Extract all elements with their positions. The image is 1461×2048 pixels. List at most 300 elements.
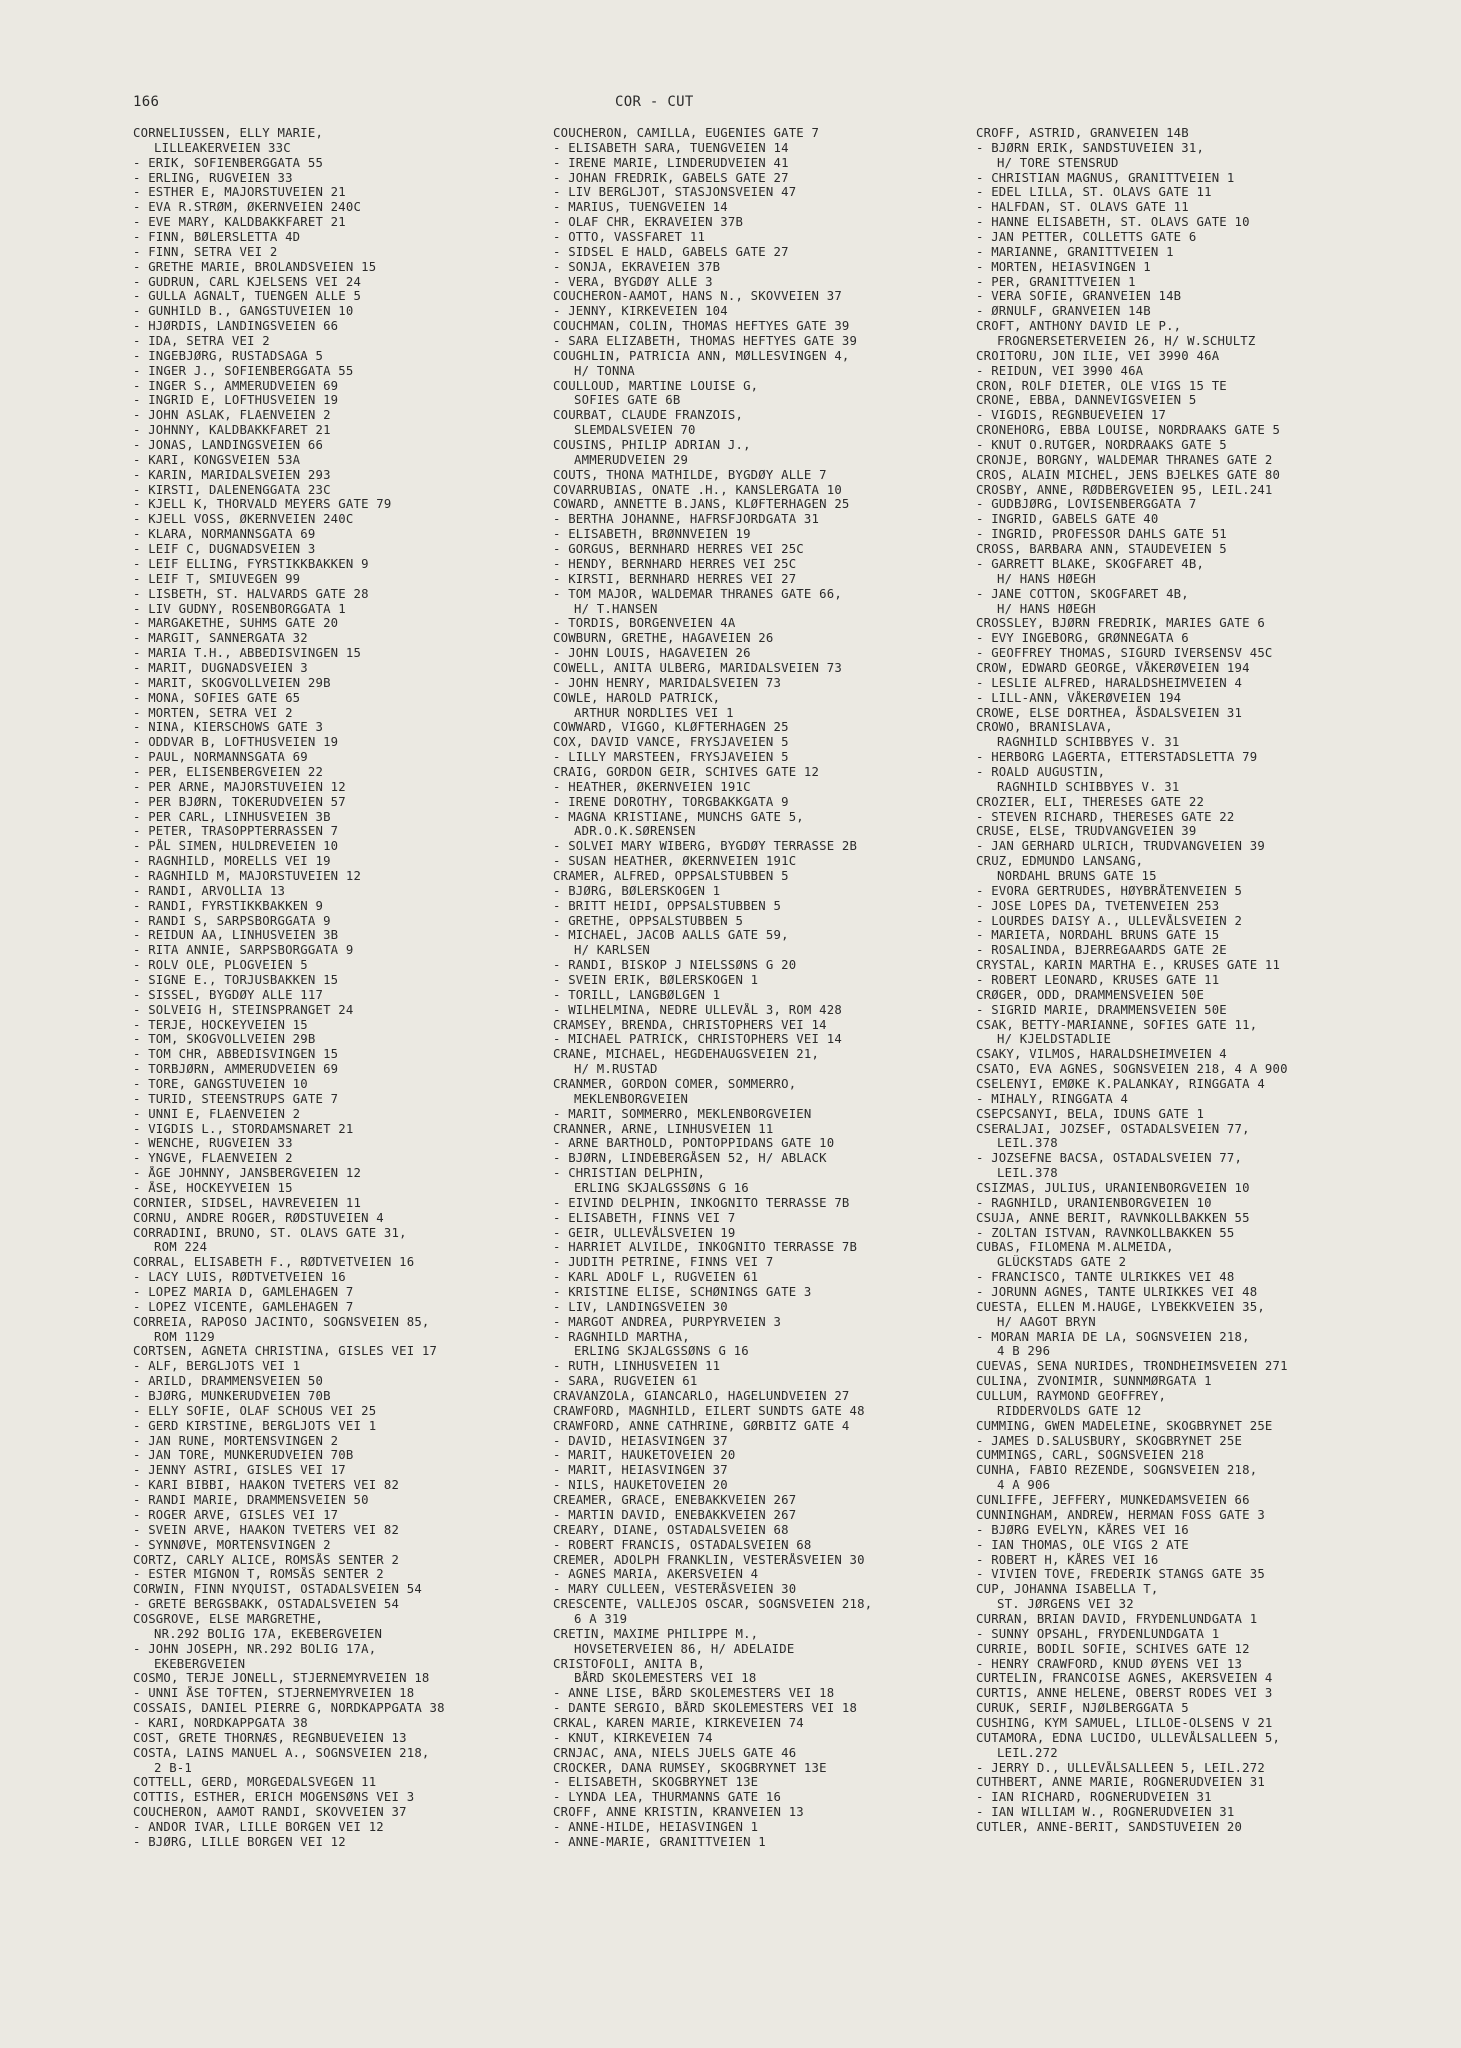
directory-entry-line: - BERTHA JOHANNE, HAFRSFJORDGATA 31 bbox=[553, 512, 820, 527]
directory-entry-line: - BRITT HEIDI, OPPSALSTUBBEN 5 bbox=[553, 898, 782, 913]
directory-entry-line: - KARL ADOLF L, RUGVEIEN 61 bbox=[553, 1270, 759, 1285]
directory-entry-line: - ROBERT H, KÅRES VEI 16 bbox=[976, 1552, 1159, 1567]
directory-entry-line: - MIHALY, RINGGATA 4 bbox=[976, 1091, 1129, 1106]
directory-entry-line: - PER ARNE, MAJORSTUVEIEN 12 bbox=[133, 779, 346, 794]
directory-entry-line: CROSSLEY, BJØRN FREDRIK, MARIES GATE 6 bbox=[976, 616, 1265, 631]
directory-entry-line: - TORE, GANGSTUVEIEN 10 bbox=[133, 1077, 308, 1091]
directory-entry-line: - IAN WILLIAM W., ROGNERUDVEIEN 31 bbox=[976, 1805, 1235, 1820]
directory-entry-line: - LIV BERGLJOT, STASJONSVEIEN 47 bbox=[553, 185, 797, 200]
directory-entry-line: - GORGUS, BERNHARD HERRES VEI 25C bbox=[553, 542, 804, 557]
directory-entry-line: - OTTO, VASSFARET 11 bbox=[553, 230, 706, 245]
directory-entry-line: - VIVIEN TOVE, FREDERIK STANGS GATE 35 bbox=[976, 1567, 1265, 1582]
directory-entry-line: - MARIT, HEIASVINGEN 37 bbox=[553, 1463, 728, 1478]
directory-entry-line: - JORUNN AGNES, TANTE ULRIKKES VEI 48 bbox=[976, 1285, 1258, 1300]
directory-entry-line: - VIGDIS L., STORDAMSNARET 21 bbox=[133, 1121, 354, 1136]
directory-entry-line: - SIGRID MARIE, DRAMMENSVEIEN 50E bbox=[976, 1002, 1227, 1017]
directory-entry-line: - HEATHER, ØKERNVEIEN 191C bbox=[553, 779, 751, 794]
directory-entry-line: COWLE, HAROLD PATRICK, bbox=[553, 690, 721, 705]
directory-entry-line: ERLING SKJALGSSØNS G 16 bbox=[574, 1344, 749, 1359]
directory-entry-line: - LOPEZ MARIA D, GAMLEHAGEN 7 bbox=[133, 1285, 354, 1300]
directory-entry-line: - ALF, BERGLJOTS VEI 1 bbox=[133, 1359, 301, 1374]
directory-entry-line: - MARTIN DAVID, ENEBAKKVEIEN 267 bbox=[553, 1507, 797, 1522]
directory-entry-line: - ODDVAR B, LOFTHUSVEIEN 19 bbox=[133, 735, 339, 750]
directory-entry-line: RIDDERVOLDS GATE 12 bbox=[997, 1403, 1142, 1418]
directory-entry-line: - YNGVE, FLAENVEIEN 2 bbox=[133, 1151, 293, 1166]
directory-entry-line: - JANE COTTON, SKOGFARET 4B, bbox=[976, 586, 1189, 601]
directory-entry-line: CUMMINGS, CARL, SOGNSVEIEN 218 bbox=[976, 1448, 1205, 1463]
directory-entry-line: 4 B 296 bbox=[997, 1344, 1051, 1359]
directory-entry-line: - REIDUN, VEI 3990 46A bbox=[976, 363, 1144, 378]
directory-entry-line: - ANNE LISE, BÅRD SKOLEMESTERS VEI 18 bbox=[553, 1686, 835, 1701]
directory-entry-line: COWARD, ANNETTE B.JANS, KLØFTERHAGEN 25 bbox=[553, 497, 850, 512]
directory-entry-line: COUGHLIN, PATRICIA ANN, MØLLESVINGEN 4, bbox=[553, 348, 850, 363]
directory-entry-line: - LILL-ANN, VÅKERØVEIEN 194 bbox=[976, 690, 1182, 705]
directory-entry-line: - GARRETT BLAKE, SKOGFARET 4B, bbox=[976, 556, 1205, 571]
directory-entry-line: - KNUT O.RUTGER, NORDRAAKS GATE 5 bbox=[976, 438, 1227, 453]
directory-entry-line: - ØRNULF, GRANVEIEN 14B bbox=[976, 304, 1151, 319]
directory-entry-line: - JOSE LOPES DA, TVETENVEIEN 253 bbox=[976, 898, 1220, 913]
directory-entry-line: CROSBY, ANNE, RØDBERGVEIEN 95, LEIL.241 bbox=[976, 482, 1273, 497]
directory-entry-line: - GEOFFREY THOMAS, SIGURD IVERSENSV 45C bbox=[976, 646, 1273, 661]
directory-entry-line: CREMER, ADOLPH FRANKLIN, VESTERÅSVEIEN 30 bbox=[553, 1552, 865, 1567]
directory-entry-line: CRAMSEY, BRENDA, CHRISTOPHERS VEI 14 bbox=[553, 1017, 827, 1032]
directory-entry-line: CORRADINI, BRUNO, ST. OLAVS GATE 31, bbox=[133, 1225, 407, 1240]
directory-entry-line: H/ AAGOT BRYN bbox=[997, 1314, 1096, 1329]
directory-entry-line: COUTS, THONA MATHILDE, BYGDØY ALLE 7 bbox=[553, 467, 827, 482]
directory-entry-line: COULLOUD, MARTINE LOUISE G, bbox=[553, 378, 759, 393]
directory-entry-line: - UNNI E, FLAENVEIEN 2 bbox=[133, 1106, 301, 1121]
directory-entry-line: CSIZMAS, JULIUS, URANIENBORGVEIEN 10 bbox=[976, 1181, 1250, 1196]
directory-entry-line: ADR.O.K.SØRENSEN bbox=[574, 824, 696, 839]
directory-entry-line: CRØGER, ODD, DRAMMENSVEIEN 50E bbox=[976, 987, 1205, 1002]
directory-entry-line: - MORAN MARIA DE LA, SOGNSVEIEN 218, bbox=[976, 1329, 1250, 1344]
directory-entry-line: - MARGOT ANDREA, PURPYRVEIEN 3 bbox=[553, 1314, 782, 1329]
directory-entry-line: CROS, ALAIN MICHEL, JENS BJELKES GATE 80 bbox=[976, 467, 1281, 482]
directory-entry-line: ROM 224 bbox=[154, 1240, 208, 1255]
directory-entry-line: - INGER J., SOFIENBERGGATA 55 bbox=[133, 363, 354, 378]
directory-entry-line: CROFF, ANNE KRISTIN, KRANVEIEN 13 bbox=[553, 1805, 804, 1820]
directory-entry-line: - TORDIS, BORGENVEIEN 4A bbox=[553, 616, 736, 631]
directory-entry-line: CROITORU, JON ILIE, VEI 3990 46A bbox=[976, 348, 1220, 363]
directory-entry-line: - TORILL, LANGBØLGEN 1 bbox=[553, 987, 721, 1002]
directory-entry-line: CUTAMORA, EDNA LUCIDO, ULLEVÅLSALLEEN 5, bbox=[976, 1730, 1281, 1745]
directory-entry-line: COUCHMAN, COLIN, THOMAS HEFTYES GATE 39 bbox=[553, 319, 850, 334]
directory-entry-line: - PER BJØRN, TOKERUDVEIEN 57 bbox=[133, 794, 346, 809]
directory-entry-line: - IRENE MARIE, LINDERUDVEIEN 41 bbox=[553, 155, 789, 170]
directory-entry-line: COVARRUBIAS, ONATE .H., KANSLERGATA 10 bbox=[553, 482, 842, 497]
directory-entry-line: SOFIES GATE 6B bbox=[574, 393, 681, 408]
directory-entry-line: - DAVID, HEIASVINGEN 37 bbox=[553, 1433, 728, 1448]
directory-entry-line: - MARIANNE, GRANITTVEIEN 1 bbox=[976, 244, 1174, 259]
directory-entry-line: CUNLIFFE, JEFFERY, MUNKEDAMSVEIEN 66 bbox=[976, 1493, 1250, 1508]
directory-entry-line: - MARGIT, SANNERGATA 32 bbox=[133, 631, 308, 646]
directory-entry-line: - AGNES MARIA, AKERSVEIEN 4 bbox=[553, 1567, 759, 1582]
directory-entry-line: - ROSALINDA, BJERREGAARDS GATE 2E bbox=[976, 943, 1227, 958]
directory-entry-line: CURUK, SERIF, NJØLBERGGATA 5 bbox=[976, 1701, 1189, 1716]
directory-entry-line: CRANE, MICHAEL, HEGDEHAUGSVEIEN 21, bbox=[553, 1047, 820, 1062]
directory-entry-line: - KJELL VOSS, ØKERNVEIEN 240C bbox=[133, 512, 354, 527]
directory-entry-line: - MONA, SOFIES GATE 65 bbox=[133, 690, 301, 705]
directory-entry-line: - GULLA AGNALT, TUENGEN ALLE 5 bbox=[133, 289, 362, 304]
directory-entry-line: - ARNE BARTHOLD, PONTOPPIDANS GATE 10 bbox=[553, 1136, 835, 1151]
directory-entry-line: LILLEAKERVEIEN 33C bbox=[154, 140, 291, 155]
directory-entry-line: CROSS, BARBARA ANN, STAUDEVEIEN 5 bbox=[976, 542, 1227, 557]
directory-entry-line: - JOHNNY, KALDBAKKFARET 21 bbox=[133, 423, 331, 438]
directory-entry-line: - IAN THOMAS, OLE VIGS 2 ATE bbox=[976, 1537, 1189, 1552]
directory-entry-line: - KIRSTI, DALENENGGATA 23C bbox=[133, 482, 331, 497]
directory-entry-line: - SVEIN ARVE, HAAKON TVETERS VEI 82 bbox=[133, 1522, 400, 1537]
directory-entry-line: - MORTEN, HEIASVINGEN 1 bbox=[976, 259, 1151, 274]
directory-entry-line: - INGRID E, LOFTHUSVEIEN 19 bbox=[133, 393, 339, 408]
directory-entry-line: - RAGNHILD, URANIENBORGVEIEN 10 bbox=[976, 1195, 1212, 1210]
directory-entry-line: CULLUM, RAYMOND GEOFFREY, bbox=[976, 1389, 1167, 1404]
directory-entry-line: COSGROVE, ELSE MARGRETHE, bbox=[133, 1611, 324, 1626]
directory-entry-line: - TOM, SKOGVOLLVEIEN 29B bbox=[133, 1032, 316, 1047]
directory-entry-line: - GEIR, ULLEVÅLSVEIEN 19 bbox=[553, 1225, 736, 1240]
directory-entry-line: - HENDY, BERNHARD HERRES VEI 25C bbox=[553, 556, 797, 571]
directory-entry-line: - SVEIN ERIK, BØLERSKOGEN 1 bbox=[553, 972, 759, 987]
directory-entry-line: - EDEL LILLA, ST. OLAVS GATE 11 bbox=[976, 185, 1212, 200]
directory-entry-line: CSEPCSANYI, BELA, IDUNS GATE 1 bbox=[976, 1106, 1205, 1121]
directory-entry-line: - IAN RICHARD, ROGNERUDVEIEN 31 bbox=[976, 1790, 1212, 1805]
directory-entry-line: COUCHERON-AAMOT, HANS N., SKOVVEIEN 37 bbox=[553, 289, 842, 304]
directory-entry-line: - REIDUN AA, LINHUSVEIEN 3B bbox=[133, 928, 339, 943]
directory-entry-line: CROWO, BRANISLAVA, bbox=[976, 720, 1113, 735]
directory-entry-line: - NILS, HAUKETOVEIEN 20 bbox=[553, 1478, 728, 1493]
page-number: 166 bbox=[133, 94, 160, 110]
directory-entry-line: - KNUT, KIRKEVEIEN 74 bbox=[553, 1730, 713, 1745]
directory-entry-line: SLEMDALSVEIEN 70 bbox=[574, 423, 696, 438]
directory-entry-line: - MARIETA, NORDAHL BRUNS GATE 15 bbox=[976, 928, 1220, 943]
directory-entry-line: - INGER S., AMMERUDVEIEN 69 bbox=[133, 378, 339, 393]
directory-entry-line: - PETER, TRASOPPTERRASSEN 7 bbox=[133, 824, 339, 839]
directory-entry-line: - SONJA, EKRAVEIEN 37B bbox=[553, 259, 721, 274]
directory-entry-line: - SUNNY OPSAHL, FRYDENLUNDGATA 1 bbox=[976, 1626, 1220, 1641]
directory-entry-line: NR.292 BOLIG 17A, EKEBERGVEIEN bbox=[154, 1626, 383, 1641]
directory-entry-line: - RAGNHILD M, MAJORSTUVEIEN 12 bbox=[133, 868, 362, 883]
directory-entry-line: - FRANCISCO, TANTE ULRIKKES VEI 48 bbox=[976, 1270, 1235, 1285]
directory-entry-line: - LISBETH, ST. HALVARDS GATE 28 bbox=[133, 586, 369, 601]
directory-entry-line: - ELISABETH, SKOGBRYNET 13E bbox=[553, 1775, 759, 1790]
directory-entry-line: - SARA, RUGVEIEN 61 bbox=[553, 1374, 698, 1389]
directory-entry-line: - RAGNHILD, MORELLS VEI 19 bbox=[133, 854, 331, 869]
directory-entry-line: - GUNHILD B., GANGSTUVEIEN 10 bbox=[133, 304, 354, 319]
directory-entry-line: CORNELIUSSEN, ELLY MARIE, bbox=[133, 126, 324, 140]
directory-entry-line: CRAMER, ALFRED, OPPSALSTUBBEN 5 bbox=[553, 868, 789, 883]
directory-entry-line: COSTA, LAINS MANUEL A., SOGNSVEIEN 218, bbox=[133, 1745, 430, 1760]
directory-entry-line: - ESTHER E, MAJORSTUVEIEN 21 bbox=[133, 185, 346, 200]
directory-entry-line: - EVORA GERTRUDES, HØYBRÅTENVEIEN 5 bbox=[976, 883, 1243, 898]
directory-entry-line: CUBAS, FILOMENA M.ALMEIDA, bbox=[976, 1240, 1174, 1255]
directory-entry-line: CROFF, ASTRID, GRANVEIEN 14B bbox=[976, 126, 1189, 140]
directory-entry-line: LEIL.378 bbox=[997, 1136, 1058, 1151]
directory-entry-line: - ELISABETH, FINNS VEI 7 bbox=[553, 1210, 736, 1225]
directory-entry-line: - INGRID, PROFESSOR DAHLS GATE 51 bbox=[976, 527, 1227, 542]
directory-entry-line: COURBAT, CLAUDE FRANZOIS, bbox=[553, 408, 744, 423]
directory-entry-line: - TOM CHR, ABBEDISVINGEN 15 bbox=[133, 1047, 339, 1062]
directory-entry-line: CROWE, ELSE DORTHEA, ÅSDALSVEIEN 31 bbox=[976, 705, 1243, 720]
directory-entry-line: BÅRD SKOLEMESTERS VEI 18 bbox=[574, 1671, 757, 1686]
directory-entry-line: - RANDI, BISKOP J NIELSSØNS G 20 bbox=[553, 958, 797, 973]
directory-entry-line: 4 A 906 bbox=[997, 1478, 1051, 1493]
directory-entry-line: - MARY CULLEEN, VESTERÅSVEIEN 30 bbox=[553, 1582, 797, 1597]
directory-entry-line: - GRETHE MARIE, BROLANDSVEIEN 15 bbox=[133, 259, 377, 274]
directory-entry-line: - RANDI, FYRSTIKKBAKKEN 9 bbox=[133, 898, 324, 913]
directory-entry-line: - ZOLTAN ISTVAN, RAVNKOLLBAKKEN 55 bbox=[976, 1225, 1235, 1240]
directory-entry-line: - ANNE-HILDE, HEIASVINGEN 1 bbox=[553, 1819, 759, 1834]
directory-entry-line: CRUZ, EDMUNDO LANSANG, bbox=[976, 854, 1144, 869]
directory-entry-line: - HERBORG LAGERTA, ETTERSTADSLETTA 79 bbox=[976, 750, 1258, 765]
directory-entry-line: - WENCHE, RUGVEIEN 33 bbox=[133, 1136, 293, 1151]
directory-entry-line: CRAIG, GORDON GEIR, SCHIVES GATE 12 bbox=[553, 764, 820, 779]
directory-entry-line: CROZIER, ELI, THERESES GATE 22 bbox=[976, 794, 1205, 809]
directory-entry-line: - CHRISTIAN MAGNUS, GRANITTVEIEN 1 bbox=[976, 170, 1235, 185]
directory-entry-line: - KLARA, NORMANNSGATA 69 bbox=[133, 527, 316, 542]
directory-entry-line: - ROGER ARVE, GISLES VEI 17 bbox=[133, 1507, 339, 1522]
directory-entry-line: - OLAF CHR, EKRAVEIEN 37B bbox=[553, 215, 744, 230]
directory-entry-line: - JAN GERHARD ULRICH, TRUDVANGVEIEN 39 bbox=[976, 839, 1265, 854]
directory-entry-line: CRANMER, GORDON COMER, SOMMERRO, bbox=[553, 1077, 797, 1091]
directory-entry-line: - TORBJØRN, AMMERUDVEIEN 69 bbox=[133, 1062, 339, 1077]
directory-entry-line: LEIL.378 bbox=[997, 1166, 1058, 1181]
directory-entry-line: - JERRY D., ULLEVÅLSALLEEN 5, LEIL.272 bbox=[976, 1760, 1265, 1775]
directory-entry-line: - KARI, KONGSVEIEN 53A bbox=[133, 452, 301, 467]
directory-entry-line: - SIDSEL E HALD, GABELS GATE 27 bbox=[553, 244, 789, 259]
directory-entry-line: COUSINS, PHILIP ADRIAN J., bbox=[553, 438, 751, 453]
directory-entry-line: - JONAS, LANDINGSVEIEN 66 bbox=[133, 438, 324, 453]
directory-entry-line: - ANNE-MARIE, GRANITTVEIEN 1 bbox=[553, 1834, 766, 1849]
directory-entry-line: - INGRID, GABELS GATE 40 bbox=[976, 512, 1159, 527]
directory-entry-line: CROW, EDWARD GEORGE, VÅKERØVEIEN 194 bbox=[976, 660, 1250, 675]
directory-entry-line: - GRETHE, OPPSALSTUBBEN 5 bbox=[553, 913, 744, 928]
directory-entry-line: LEIL.272 bbox=[997, 1745, 1058, 1760]
directory-entry-line: H/ HANS HØEGH bbox=[997, 571, 1096, 586]
directory-entry-line: CRISTOFOLI, ANITA B, bbox=[553, 1656, 706, 1671]
directory-entry-line: - ROALD AUGUSTIN, bbox=[976, 764, 1106, 779]
directory-entry-line: ERLING SKJALGSSØNS G 16 bbox=[574, 1181, 749, 1196]
directory-entry-line: - MORTEN, SETRA VEI 2 bbox=[133, 705, 293, 720]
directory-entry-line: - IDA, SETRA VEI 2 bbox=[133, 334, 270, 349]
directory-entry-line: - GERD KIRSTINE, BERGLJOTS VEI 1 bbox=[133, 1418, 377, 1433]
directory-entry-line: - JOHN JOSEPH, NR.292 BOLIG 17A, bbox=[133, 1641, 377, 1656]
directory-entry-line: - PER CARL, LINHUSVEIEN 3B bbox=[133, 809, 331, 824]
directory-entry-line: - MARIT, HAUKETOVEIEN 20 bbox=[553, 1448, 736, 1463]
directory-entry-line: - ROBERT LEONARD, KRUSES GATE 11 bbox=[976, 972, 1220, 987]
directory-entry-line: COWWARD, VIGGO, KLØFTERHAGEN 25 bbox=[553, 720, 789, 735]
directory-entry-line: HOVSETERVEIEN 86, H/ ADELAIDE bbox=[574, 1641, 795, 1656]
directory-entry-line: - NINA, KIERSCHOWS GATE 3 bbox=[133, 720, 324, 735]
directory-entry-line: - KRISTINE ELISE, SCHØNINGS GATE 3 bbox=[553, 1285, 812, 1300]
directory-entry-line: - JOHN HENRY, MARIDALSVEIEN 73 bbox=[553, 675, 782, 690]
directory-entry-line: - ESTER MIGNON T, ROMSÅS SENTER 2 bbox=[133, 1567, 384, 1582]
directory-entry-line: - SYNNØVE, MORTENSVINGEN 2 bbox=[133, 1537, 331, 1552]
directory-entry-line: - EVA R.STRØM, ØKERNVEIEN 240C bbox=[133, 200, 362, 215]
directory-entry-line: CRAWFORD, MAGNHILD, EILERT SUNDTS GATE 48 bbox=[553, 1403, 865, 1418]
directory-entry-line: CUEVAS, SENA NURIDES, TRONDHEIMSVEIEN 271 bbox=[976, 1359, 1288, 1374]
directory-entry-line: CORNU, ANDRE ROGER, RØDSTUVEIEN 4 bbox=[133, 1210, 384, 1225]
directory-entry-line: - LILLY MARSTEEN, FRYSJAVEIEN 5 bbox=[553, 750, 789, 765]
page-range: COR - CUT bbox=[615, 94, 694, 110]
directory-entry-line: - GUDRUN, CARL KJELSENS VEI 24 bbox=[133, 274, 362, 289]
directory-entry-line: - HARRIET ALVILDE, INKOGNITO TERRASSE 7B bbox=[553, 1240, 858, 1255]
directory-entry-line: - JAN PETTER, COLLETTS GATE 6 bbox=[976, 230, 1197, 245]
directory-entry-line: - IRENE DOROTHY, TORGBAKKGATA 9 bbox=[553, 794, 789, 809]
directory-entry-line: MEKLENBORGVEIEN bbox=[574, 1091, 689, 1106]
directory-entry-line: - ROLV OLE, PLOGVEIEN 5 bbox=[133, 958, 308, 973]
directory-entry-line: - UNNI ÅSE TOFTEN, STJERNEMYRVEIEN 18 bbox=[133, 1686, 415, 1701]
directory-entry-line: CRANNER, ARNE, LINHUSVEIEN 11 bbox=[553, 1121, 774, 1136]
directory-entry-line: - TOM MAJOR, WALDEMAR THRANES GATE 66, bbox=[553, 586, 842, 601]
directory-column-3 bbox=[976, 126, 1421, 1835]
directory-entry-line: CSAK, BETTY-MARIANNE, SOFIES GATE 11, bbox=[976, 1017, 1258, 1032]
directory-entry-line: - EVY INGEBORG, GRØNNEGATA 6 bbox=[976, 631, 1189, 646]
directory-entry-line: GLÜCKSTADS GATE 2 bbox=[997, 1255, 1127, 1270]
directory-entry-line: CRESCENTE, VALLEJOS OSCAR, SOGNSVEIEN 218, bbox=[553, 1597, 873, 1612]
directory-entry-line: - RANDI, ARVOLLIA 13 bbox=[133, 883, 286, 898]
directory-entry-line: - PAUL, NORMANNSGATA 69 bbox=[133, 750, 308, 765]
directory-entry-line: H/ T.HANSEN bbox=[574, 601, 658, 616]
directory-entry-line: - RANDI S, SARPSBORGGATA 9 bbox=[133, 913, 331, 928]
directory-entry-line: - BJØRN, LINDEBERGÅSEN 52, H/ ABLACK bbox=[553, 1151, 827, 1166]
directory-entry-line: - DANTE SERGIO, BÅRD SKOLEMESTERS VEI 18 bbox=[553, 1701, 858, 1716]
directory-entry-line: - HALFDAN, ST. OLAVS GATE 11 bbox=[976, 200, 1189, 215]
directory-entry-line: CURRIE, BODIL SOFIE, SCHIVES GATE 12 bbox=[976, 1641, 1250, 1656]
directory-entry-line: CUTLER, ANNE-BERIT, SANDSTUVEIEN 20 bbox=[976, 1819, 1243, 1834]
directory-entry-line: 6 A 319 bbox=[574, 1611, 628, 1626]
directory-entry-line: - WILHELMINA, NEDRE ULLEVÅL 3, ROM 428 bbox=[553, 1002, 842, 1017]
directory-entry-line: NORDAHL BRUNS GATE 15 bbox=[997, 868, 1157, 883]
directory-entry-line: CRON, ROLF DIETER, OLE VIGS 15 TE bbox=[976, 378, 1227, 393]
directory-entry-line: - MARIT, DUGNADSVEIEN 3 bbox=[133, 660, 308, 675]
directory-entry-line: ARTHUR NORDLIES VEI 1 bbox=[574, 705, 734, 720]
directory-entry-line: - HENRY CRAWFORD, KNUD ØYENS VEI 13 bbox=[976, 1656, 1243, 1671]
directory-entry-line: CUMMING, GWEN MADELEINE, SKOGBRYNET 25E bbox=[976, 1418, 1273, 1433]
directory-entry-line: - HJØRDIS, LANDINGSVEIEN 66 bbox=[133, 319, 339, 334]
directory-entry-line: CREAMER, GRACE, ENEBAKKVEIEN 267 bbox=[553, 1493, 797, 1508]
directory-entry-line: - KARIN, MARIDALSVEIEN 293 bbox=[133, 467, 331, 482]
directory-column-1 bbox=[133, 126, 543, 1850]
directory-entry-line: CRYSTAL, KARIN MARTHA E., KRUSES GATE 11 bbox=[976, 958, 1281, 973]
directory-entry-line: CORREIA, RAPOSO JACINTO, SOGNSVEIEN 85, bbox=[133, 1314, 430, 1329]
directory-entry-line: - GRETE BERGSBAKK, OSTADALSVEIEN 54 bbox=[133, 1597, 400, 1612]
directory-entry-line: CORNIER, SIDSEL, HAVREVEIEN 11 bbox=[133, 1195, 362, 1210]
directory-entry-line: COSMO, TERJE JONELL, STJERNEMYRVEIEN 18 bbox=[133, 1671, 430, 1686]
directory-entry-line: CSERALJAI, JOZSEF, OSTADALSVEIEN 77, bbox=[976, 1121, 1250, 1136]
directory-entry-line: - MARIA T.H., ABBEDISVINGEN 15 bbox=[133, 646, 362, 661]
directory-entry-line: ROM 1129 bbox=[154, 1329, 215, 1344]
directory-entry-line: COST, GRETE THORNÆS, REGNBUEVEIEN 13 bbox=[133, 1730, 407, 1745]
directory-entry-line: - SOLVEI MARY WIBERG, BYGDØY TERRASSE 2B bbox=[553, 839, 858, 854]
directory-entry-line: COTTELL, GERD, MORGEDALSVEGEN 11 bbox=[133, 1775, 377, 1790]
directory-entry-line: EKEBERGVEIEN bbox=[154, 1656, 246, 1671]
directory-entry-line: CRONEHORG, EBBA LOUISE, NORDRAAKS GATE 5 bbox=[976, 423, 1281, 438]
directory-entry-line: CUP, JOHANNA ISABELLA T, bbox=[976, 1582, 1159, 1597]
directory-entry-line: CREARY, DIANE, OSTADALSVEIEN 68 bbox=[553, 1522, 789, 1537]
directory-entry-line: CURTELIN, FRANCOISE AGNES, AKERSVEIEN 4 bbox=[976, 1671, 1273, 1686]
directory-entry-line: H/ HANS HØEGH bbox=[997, 601, 1096, 616]
directory-entry-line: - PER, ELISENBERGVEIEN 22 bbox=[133, 764, 324, 779]
directory-entry-line: - STEVEN RICHARD, THERESES GATE 22 bbox=[976, 809, 1235, 824]
directory-entry-line: CRKAL, KAREN MARIE, KIRKEVEIEN 74 bbox=[553, 1715, 804, 1730]
directory-entry-line: H/ KJELDSTADLIE bbox=[997, 1032, 1112, 1047]
directory-entry-line: - LACY LUIS, RØDTVETVEIEN 16 bbox=[133, 1270, 346, 1285]
directory-entry-line: H/ M.RUSTAD bbox=[574, 1062, 658, 1077]
directory-entry-line: - JOHN ASLAK, FLAENVEIEN 2 bbox=[133, 408, 331, 423]
directory-entry-line: - LOPEZ VICENTE, GAMLEHAGEN 7 bbox=[133, 1299, 354, 1314]
directory-entry-line: CROCKER, DANA RUMSEY, SKOGBRYNET 13E bbox=[553, 1760, 827, 1775]
directory-entry-line: - LEIF C, DUGNADSVEIEN 3 bbox=[133, 542, 316, 557]
directory-entry-line: - JAN TORE, MUNKERUDVEIEN 70B bbox=[133, 1448, 354, 1463]
directory-entry-line: - MAGNA KRISTIANE, MUNCHS GATE 5, bbox=[553, 809, 804, 824]
directory-entry-line: - VIGDIS, REGNBUEVEIEN 17 bbox=[976, 408, 1167, 423]
directory-entry-line: - ELLY SOFIE, OLAF SCHOUS VEI 25 bbox=[133, 1403, 377, 1418]
directory-entry-line: CSAKY, VILMOS, HARALDSHEIMVEIEN 4 bbox=[976, 1047, 1227, 1062]
directory-entry-line: CUESTA, ELLEN M.HAUGE, LYBEKKVEIEN 35, bbox=[976, 1299, 1265, 1314]
directory-entry-line: - VERA, BYGDØY ALLE 3 bbox=[553, 274, 713, 289]
directory-entry-line: - FINN, BØLERSLETTA 4D bbox=[133, 230, 301, 245]
directory-entry-line: COUCHERON, AAMOT RANDI, SKOVVEIEN 37 bbox=[133, 1805, 407, 1820]
directory-entry-line: - MARIUS, TUENGVEIEN 14 bbox=[553, 200, 728, 215]
directory-entry-line: - FINN, SETRA VEI 2 bbox=[133, 244, 278, 259]
directory-entry-line: CULINA, ZVONIMIR, SUNNMØRGATA 1 bbox=[976, 1374, 1212, 1389]
directory-entry-line: COSSAIS, DANIEL PIERRE G, NORDKAPPGATA 38 bbox=[133, 1701, 445, 1716]
directory-entry-line: 2 B-1 bbox=[154, 1760, 193, 1775]
directory-entry-line: - JAMES D.SALUSBURY, SKOGBRYNET 25E bbox=[976, 1433, 1243, 1448]
directory-entry-line: - JENNY ASTRI, GISLES VEI 17 bbox=[133, 1463, 346, 1478]
directory-entry-line: - LIV GUDNY, ROSENBORGGATA 1 bbox=[133, 601, 346, 616]
directory-entry-line: - LYNDA LEA, THURMANNS GATE 16 bbox=[553, 1790, 782, 1805]
directory-entry-line: - JUDITH PETRINE, FINNS VEI 7 bbox=[553, 1255, 774, 1270]
directory-entry-line: COWELL, ANITA ULBERG, MARIDALSVEIEN 73 bbox=[553, 660, 842, 675]
directory-entry-line: - ERLING, RUGVEIEN 33 bbox=[133, 170, 293, 185]
directory-entry-line: CRAWFORD, ANNE CATHRINE, GØRBITZ GATE 4 bbox=[553, 1418, 850, 1433]
directory-entry-line: - LOURDES DAISY A., ULLEVÅLSVEIEN 2 bbox=[976, 913, 1243, 928]
directory-entry-line: CSATO, EVA AGNES, SOGNSVEIEN 218, 4 A 900 bbox=[976, 1062, 1288, 1077]
directory-entry-line: CROFT, ANTHONY DAVID LE P., bbox=[976, 319, 1182, 334]
directory-entry-line: - BJØRG EVELYN, KÅRES VEI 16 bbox=[976, 1522, 1189, 1537]
directory-entry-line: - LEIF T, SMIUVEGEN 99 bbox=[133, 571, 301, 586]
directory-entry-line: - ERIK, SOFIENBERGGATA 55 bbox=[133, 155, 324, 170]
directory-entry-line: - RITA ANNIE, SARPSBORGGATA 9 bbox=[133, 943, 354, 958]
directory-entry-line: - SOLVEIG H, STEINSPRANGET 24 bbox=[133, 1002, 354, 1017]
directory-entry-line: CRNJAC, ANA, NIELS JUELS GATE 46 bbox=[553, 1745, 797, 1760]
directory-entry-line: - ÅGE JOHNNY, JANSBERGVEIEN 12 bbox=[133, 1166, 362, 1181]
directory-entry-line: CRAVANZOLA, GIANCARLO, HAGELUNDVEIEN 27 bbox=[553, 1389, 850, 1404]
directory-entry-line: CORTSEN, AGNETA CHRISTINA, GISLES VEI 17 bbox=[133, 1344, 438, 1359]
directory-entry-line: CURTIS, ANNE HELENE, OBERST RODES VEI 3 bbox=[976, 1686, 1273, 1701]
directory-entry-line: AMMERUDVEIEN 29 bbox=[574, 452, 689, 467]
directory-entry-line: COX, DAVID VANCE, FRYSJAVEIEN 5 bbox=[553, 735, 789, 750]
directory-entry-line: CRETIN, MAXIME PHILIPPE M., bbox=[553, 1626, 759, 1641]
directory-entry-line: - LESLIE ALFRED, HARALDSHEIMVEIEN 4 bbox=[976, 675, 1243, 690]
directory-entry-line: - VERA SOFIE, GRANVEIEN 14B bbox=[976, 289, 1182, 304]
directory-entry-line: - BJØRG, MUNKERUDVEIEN 70B bbox=[133, 1389, 331, 1404]
directory-entry-line: H/ TONNA bbox=[574, 363, 635, 378]
directory-entry-line: - JOHN LOUIS, HAGAVEIEN 26 bbox=[553, 646, 751, 661]
directory-entry-line: - KARI, NORDKAPPGATA 38 bbox=[133, 1715, 308, 1730]
directory-entry-line: - JOZSEFNE BACSA, OSTADALSVEIEN 77, bbox=[976, 1151, 1243, 1166]
directory-entry-line: CORTZ, CARLY ALICE, ROMSÅS SENTER 2 bbox=[133, 1552, 400, 1567]
directory-entry-line: - EIVIND DELPHIN, INKOGNITO TERRASSE 7B bbox=[553, 1195, 850, 1210]
directory-entry-line: H/ TORE STENSRUD bbox=[997, 155, 1119, 170]
directory-entry-line: CRONJE, BORGNY, WALDEMAR THRANES GATE 2 bbox=[976, 452, 1273, 467]
directory-entry-line: - SUSAN HEATHER, ØKERNVEIEN 191C bbox=[553, 854, 797, 869]
directory-entry-line: - MICHAEL, JACOB AALLS GATE 59, bbox=[553, 928, 789, 943]
directory-entry-line: - MARIT, SOMMERRO, MEKLENBORGVEIEN bbox=[553, 1106, 812, 1121]
directory-entry-line: - ÅSE, HOCKEYVEIEN 15 bbox=[133, 1181, 293, 1196]
directory-entry-line: - ROBERT FRANCIS, OSTADALSVEIEN 68 bbox=[553, 1537, 812, 1552]
directory-entry-line: - EVE MARY, KALDBAKKFARET 21 bbox=[133, 215, 346, 230]
